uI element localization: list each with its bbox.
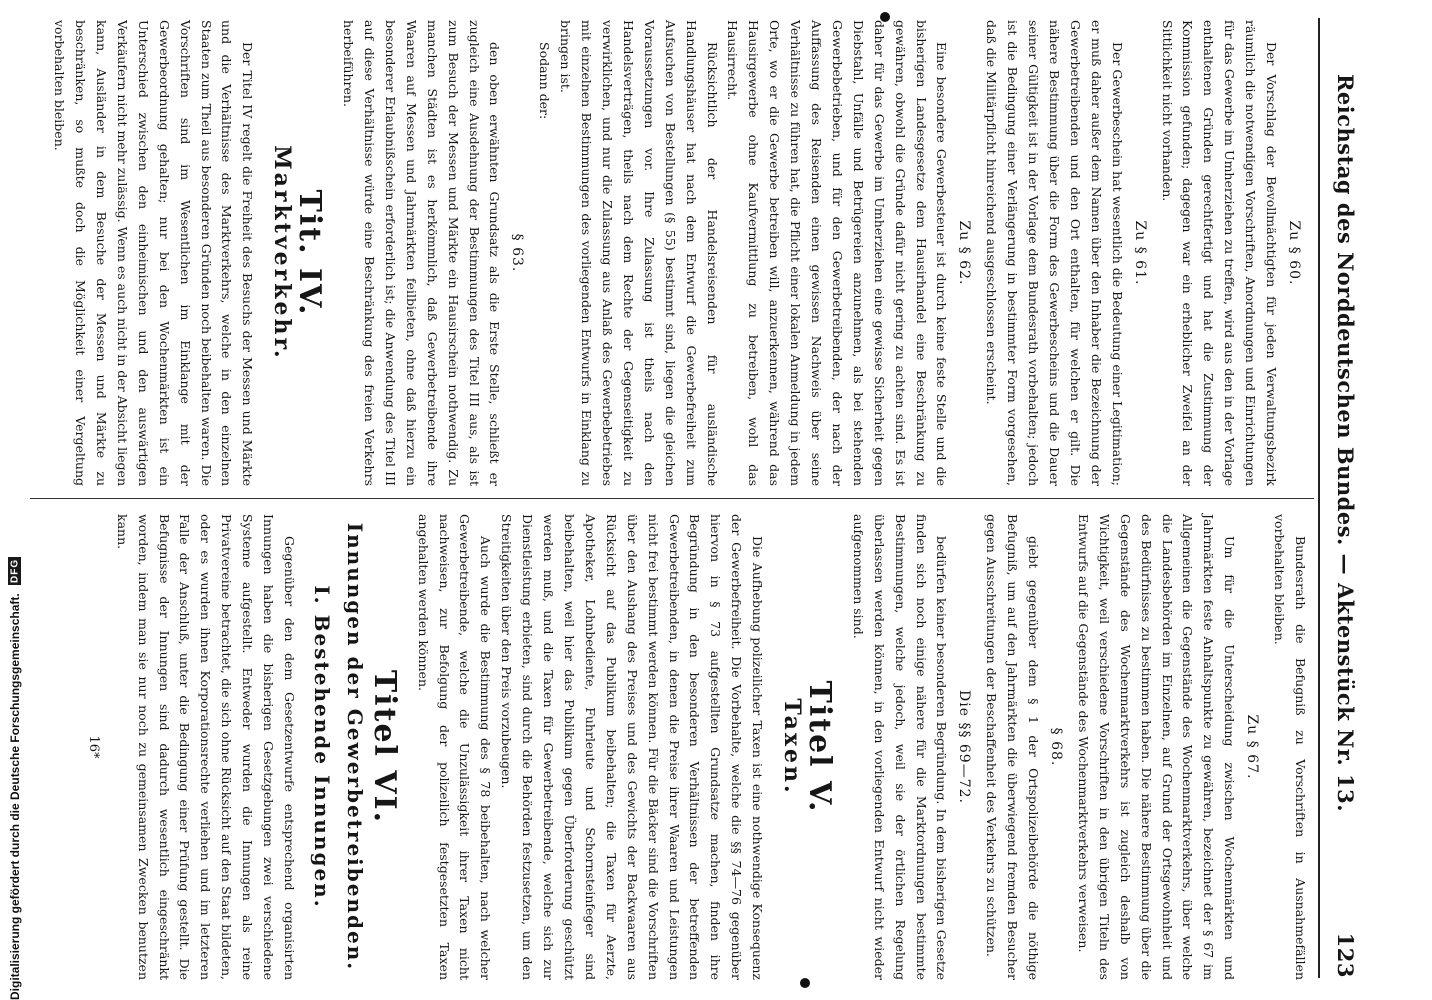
subtitle-heading: Innungen der Gewerbetreibenden. <box>342 522 367 972</box>
title-heading: Titel VI. <box>366 669 402 825</box>
subtitle-heading: I. Bestehende Innungen. <box>309 585 334 909</box>
paragraph: Der Gewerbeschein hat wesentlich die Bedeutung einer Legitimation; er muß daher außer dem Namen über den Inhaber die Bezeichnung der Gewerbetreibenden und den Ort enthalten, für welchen er gilt. Die nähere Bestimmung über die Form des Gewerbescheins und die Dauer seiner Gültigkeit ist in der Vorlage dem Bundesrath vorbehalten; jedoch ist die Bedingung einer Verlängerung in bestimmter Form vorgesehen, daß die Militärpflicht hinreichend ausgeschlossen erscheint. <box>984 20 1125 486</box>
paragraph: Der Titel IV regelt die Freiheit des Besuchs der Messen und Märkte und die Verhältnisse des Marktverkehrs, welche in den einzelnen Staaten zum Theil aus besonderen Gründen noch beibehalten waren. Die Vorschriften sind im Wesentlichen im Einklange mit der Gewerbeordnung gehalten; nur bei den Wochenmärkten ist ein Unterschied zwischen den einheimischen und den auswärtigen Verkäufern nicht mehr zulässig. Wenn es auch nicht in der Absicht liegen kann, Ausländer in dem Besuche der Messen und Märkte zu beschränken, so mußte doch die Möglichkeit einer Vergeltung vorbehalten bleiben. <box>52 20 256 486</box>
paragraph: Bundesrath die Befugniß zu Vorschriften in Ausnahmefällen vorbehalten bleiben. <box>1272 514 1308 980</box>
section-heading: Zu § 61. <box>1131 220 1148 286</box>
header-rule <box>1318 18 1320 978</box>
paragraph: Der Vorschlag der Bevollmächtigten für jeden Verwaltungsbezirk räumlich die notwendigen Vorschriften, Anordnungen und Einrichtungen für das Gewerbe im Umherziehen zu treffen, wird aus den in der Vorlage enthaltenen Gründen gerechtfertigt und hat die Zustimmung der Kommission gefunden; dagegen war ein erheblicher Zweifel an der Sittlichkeit nicht vorhanden. <box>1159 20 1280 486</box>
section-heading: § 68. <box>1048 727 1065 767</box>
dfg-logo: DFG <box>9 559 21 584</box>
section-heading: Die §§ 69—72. <box>956 690 973 804</box>
paragraph: Eine besondere Gewerbesteuer ist durch keine feste Stelle und die bisherigen Landesgesetze dem Hausirhandel eine Beschränkung zu gewähren, obwohl die Gründe dafür nicht gering zu achten sind. Es ist daher für das Gewerbe im Umherziehen eine gewisse Sicherheit gegen Diebstahl, Unfälle und Betrügereien anzunehmen, als bei stehenden Gewerbebetrieben, und für den Gewerbetreibenden, der nach der Auffassung des Reisenden einen gewissen Nachweis über seine Verhältnisse zu führen hat, die Pflicht einer lokalen Anmeldung in jedem Orte, wo er die Gewerbe betreiben will, anzuerkennen, während das Hausirgewerbe ohne Kaufvermittlung zu betreiben, wohl das Hausirrecht. <box>725 20 950 486</box>
paragraph: bedürfen keiner besonderen Begründung. In dem bisherigen Gesetze finden sich noch einige nähere für die Marktordnungen bestimmte Bestimmungen, welche jedoch, weil sie der örtlichen Regelung überlassen werden können, in den vorliegenden Entwurf nicht wieder aufgenommen sind. <box>850 514 950 980</box>
paragraph: Die Aufhebung polizeilicher Taxen ist eine nothwendige Konsequenz der Gewerbefreiheit. Die Vorbehalte, welche die §§ 74—76 gegenüber hiervon in § 73 aufgestellten Grundsatze machen, finden ihre Begründung in den besonderen Verhältnissen der betreffenden Gewerbetreibenden, in denen die Preise ihrer Waaren und Leistungen nicht frei bestimmt werden können. Für die Bäcker sind die Vorschriften über den Aushang des Preises und des Gewichts der Backwaaren aus Rücksicht auf das Publikum beibehalten; die Taxen für Aerzte, Apotheker, Lohnbediente, Fuhrleute und Schornsteinfeger sind beibehalten, weil hier das Publikum gegen Überforderung geschützt werden muß, und die Taxen für Gewerbetreibende, welche sich zur Dienstleistung erbieten, sind durch die Behörden festzusetzen, um den Streitigkeiten über den Preis vorzubeugen. <box>499 514 766 980</box>
page-number: 123 <box>1333 932 1358 978</box>
left-text-column <box>48 20 1310 486</box>
right-text-column <box>82 514 1310 980</box>
paragraph: den oben erwähnten Grundsatz als die Erste Stelle, schließt er zugleich eine Ausdehnung der Bestimmungen des Titel III aus, als ist zum Besuch der Messen und Märkte ein Hausirschein nothwendig. Zu manchen Städten ist es herkömmlich, daß Gewerbetreibende ihre Waaren auf Messen und Jahrmärkten feilbieten, ohne daß hierzu ein besonderer Erlaubnißschein erforderlich ist; die Anwendung des Titel III auf diese Verhältnisse würde eine Beschränkung des freien Verkehrs herbeiführen. <box>341 20 503 486</box>
running-title: Reichstag des Norddeutschen Bundes. — Aktenstück Nr. 13. <box>1333 73 1358 813</box>
section-heading: § 63. <box>509 233 526 273</box>
credit-text: Digitalisierung gefördert durch die Deutsche Forschungsgemeinschaft. <box>8 593 22 1000</box>
title-heading: Tit. IV. <box>292 189 328 317</box>
subtitle-heading: Taxen. <box>779 698 806 796</box>
column-divider <box>30 498 1314 499</box>
title-heading: Titel V. <box>801 680 837 814</box>
paragraph: Sodann der: <box>537 42 553 120</box>
digitization-credit <box>2 0 28 1000</box>
page-header <box>1324 18 1364 978</box>
section-heading: Zu § 67. <box>1244 714 1261 780</box>
paragraph: Um für die Unterscheidung zwischen Wochenmärkten und Jahrmärkten feste Anhaltspunkte zu gewähren, bezeichnet der § 67 im Allgemeinen die Gegenstände des Wochenmarktverkehrs, über welche die Landesbehörden im Einzelnen, auf Grund der Ortsgewohnheit und des Bedürfnisses zu bestimmen haben. Die nähere Bestimmung über die Gegenstände des Wochenmarktverkehrs ist zugleich deshalb von Wichtigkeit, weil verschiedene Vorschriften in den übrigen Titeln des Entwurfs auf die Gegenstände des Wochenmarktverkehrs verweisen. <box>1075 514 1238 980</box>
paragraph: giebt gegenüber dem § 1 der Ortspolizeibehörde die nöthige Befugniß, um auf den Jahrmärkten die überwiegend fremden Besucher gegen Ausschreitungen der Beschaffenheit des Verkehrs zu schützen. <box>984 514 1042 980</box>
page-signature: 16* <box>85 735 101 759</box>
paragraph: Rücksichtlich der Handelsreisenden für ausländische Handlungshäuser hat nach dem Entwurf die Gewerbefreiheit zum Aufsuchen von Bestellungen (§ 55) bestimmt sind, liegen die gleichen Voraussetzungen vor. Ihre Zulassung ist theils nach den Handelsverträgen, theils nach dem Rechte der Gegenseitigkeit zu verwirklichen, und nur die Zulassung aus Anlaß des Gewerbebetriebes mit einzelnen Bestimmungen des vorliegenden Entwurfs in Einklang zu bringen ist. <box>558 20 720 486</box>
paragraph: Gegenüber den dem Gesetzentwurfe entsprechend organisirten Innungen haben die bisherigen Gesetzgebungen zwei verschiedene Systeme aufgestellt. Entweder wurden die Innungen als reine Privatvereine betrachtet, die sich ohne Rücksicht auf den Staat bildeten, oder es wurden ihnen Korporationsrechte verliehen und im letzteren Falle der Anschluß, unter die Bedingung einer Prüfung gestellt. Die Befugnisse der Innungen sind dadurch wesentlich eingeschränkt worden, indem man sie nur noch zu gemeinsamen Zwecken benutzen kann. <box>114 514 298 980</box>
paragraph: Auch wurde die Bestimmung des § 78 beibehalten, nach welcher Gewerbetreibende, welche die Unzulässigkeit ihrer Taxen nicht nachweisen, zur Befolgung der polizeilich festgesetzten Taxen angehalten werden können. <box>415 514 494 980</box>
section-heading: Zu § 62. <box>956 220 973 286</box>
subtitle-heading: Marktverkehr. <box>269 145 296 361</box>
section-heading: Zu § 60. <box>1286 220 1302 286</box>
